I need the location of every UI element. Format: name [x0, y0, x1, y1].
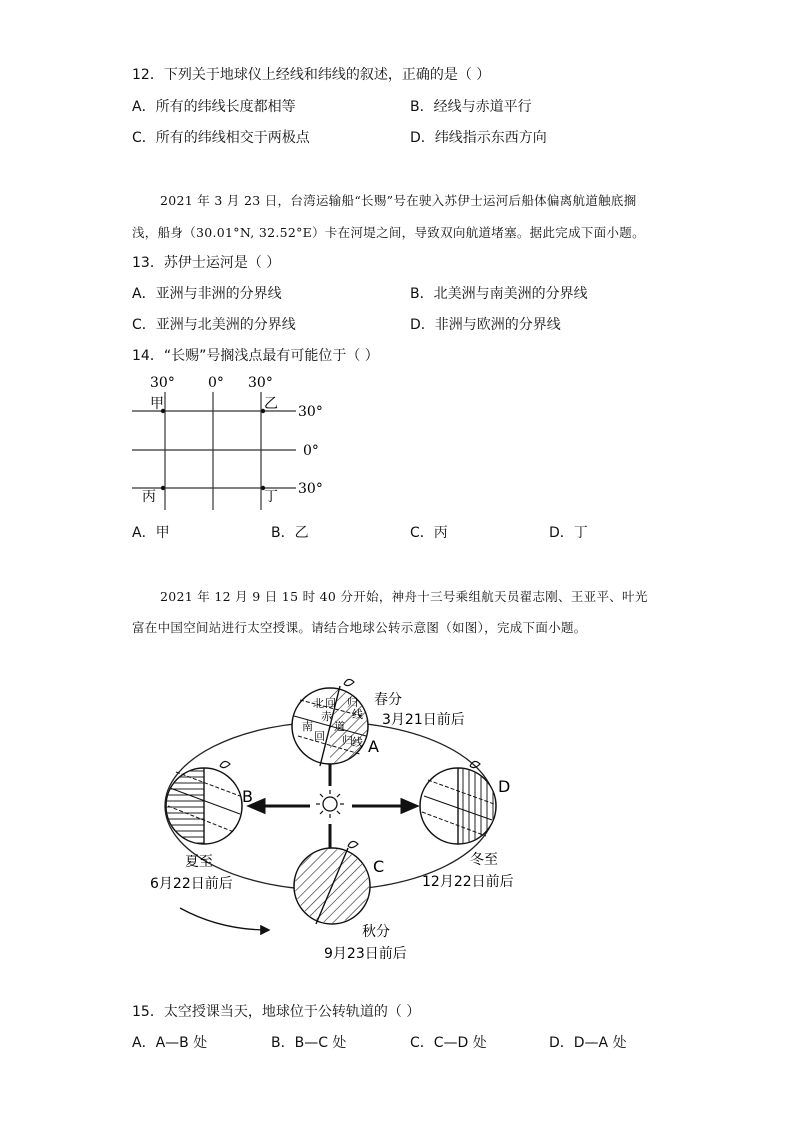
q14-option-b[interactable]: B．乙 [271, 525, 309, 541]
grid-top-label-2: 0° [208, 375, 224, 391]
globe-a-chi: 赤 [321, 710, 332, 723]
passage1-line2: 浅，船身（30.01°N, 32.52°E）卡在河堤之间，导致双向航道堵塞。据此完成下面小题。 [132, 225, 645, 240]
autumn-date: 9月23日前后 [324, 946, 407, 962]
globe-d [420, 768, 496, 844]
earth-orbit-diagram [130, 660, 550, 970]
revolution-direction-arrow [180, 908, 268, 930]
winter-label: 冬至 [470, 852, 498, 868]
globe-a-gui-top: 归 [347, 696, 358, 709]
sun-icon [316, 790, 344, 818]
position-c-label: C [373, 857, 385, 876]
passage2-line1: 2021 年 12 月 9 日 15 时 40 分开始，神舟十三号乘组航天员翟志刚、王亚平、叶光 [160, 589, 648, 604]
q12-option-b[interactable]: B．经线与赤道平行 [410, 99, 532, 115]
point-ding-label: 丁 [264, 489, 278, 505]
summer-date: 6月22日前后 [150, 876, 233, 892]
grid-right-label-3: 30° [298, 481, 323, 497]
point-yi-label: 乙 [264, 396, 278, 412]
q12-option-c[interactable]: C．所有的纬线相交于两极点 [132, 130, 310, 146]
q14-option-c[interactable]: C．丙 [410, 525, 448, 541]
point-bing-dot [161, 486, 165, 490]
grid-top-label-3: 30° [248, 375, 273, 391]
q13-option-d[interactable]: D．非洲与欧洲的分界线 [410, 317, 561, 333]
q14-stem: 14．“长赐”号搁浅点最有可能位于（ ） [132, 348, 379, 364]
rotation-icon-a [344, 679, 354, 685]
grid-right-label-1: 30° [298, 404, 323, 420]
globe-a-dao: 道 [334, 720, 345, 733]
position-d-label: D [498, 777, 511, 796]
q15-option-a[interactable]: A．A—B 处 [132, 1035, 208, 1051]
globe-a-xian-bottom: 线 [352, 736, 363, 749]
q15-option-c[interactable]: C．C—D 处 [410, 1035, 487, 1051]
globe-c [294, 848, 370, 924]
q13-option-c[interactable]: C．亚洲与北美洲的分界线 [132, 317, 296, 333]
q12-option-a[interactable]: A．所有的纬线长度都相等 [132, 99, 296, 115]
spring-label: 春分 [374, 692, 402, 708]
q12-stem: 12．下列关于地球仪上经线和纬线的叙述，正确的是（ ） [132, 67, 491, 83]
q12-option-d[interactable]: D．纬线指示东西方向 [410, 130, 547, 146]
globe-a-return-bottom: 回 [314, 730, 325, 743]
q15-stem: 15．太空授课当天，地球位于公转轨道的（ ） [132, 1004, 421, 1020]
winter-date: 12月22日前后 [422, 874, 514, 890]
globe-a-xian-top: 线 [352, 708, 363, 721]
q14-option-d[interactable]: D．丁 [549, 525, 588, 541]
spring-date: 3月21日前后 [382, 712, 465, 728]
q15-option-b[interactable]: B．B—C 处 [271, 1035, 347, 1051]
globe-b [166, 768, 242, 844]
q13-option-a[interactable]: A．亚洲与非洲的分界线 [132, 286, 282, 302]
rotation-icon-c [348, 841, 358, 847]
rotation-icon-b [220, 761, 230, 767]
point-jia-label: 甲 [150, 396, 164, 412]
point-bing-label: 丙 [142, 489, 156, 505]
q13-stem: 13．苏伊士运河是（ ） [132, 255, 281, 271]
autumn-label: 秋分 [362, 924, 390, 940]
globe-a-gui-bottom: 归 [342, 734, 353, 747]
arrowhead-to-d [402, 800, 416, 812]
summer-label: 夏至 [185, 854, 213, 870]
globe-a-return-top: 回 [325, 697, 336, 710]
q15-option-d[interactable]: D．D—A 处 [549, 1035, 627, 1051]
q13-option-b[interactable]: B．北美洲与南美洲的分界线 [410, 286, 588, 302]
position-a-label: A [368, 737, 379, 756]
position-b-label: B [242, 787, 253, 806]
q14-option-a[interactable]: A．甲 [132, 525, 170, 541]
grid-top-label-1: 30° [150, 375, 175, 391]
globe-a-north: 北 [313, 697, 324, 710]
grid-right-label-2: 0° [303, 443, 319, 459]
lat-lon-grid-figure [128, 370, 338, 516]
passage1-line1: 2021 年 3 月 23 日，台湾运输船“长赐”号在驶入苏伊士运河后船体偏离航道触底搁 [160, 193, 637, 208]
globe-a-south: 南 [302, 720, 313, 733]
passage2-line2: 富在中国空间站进行太空授课。请结合地球公转示意图（如图），完成下面小题。 [132, 620, 587, 635]
